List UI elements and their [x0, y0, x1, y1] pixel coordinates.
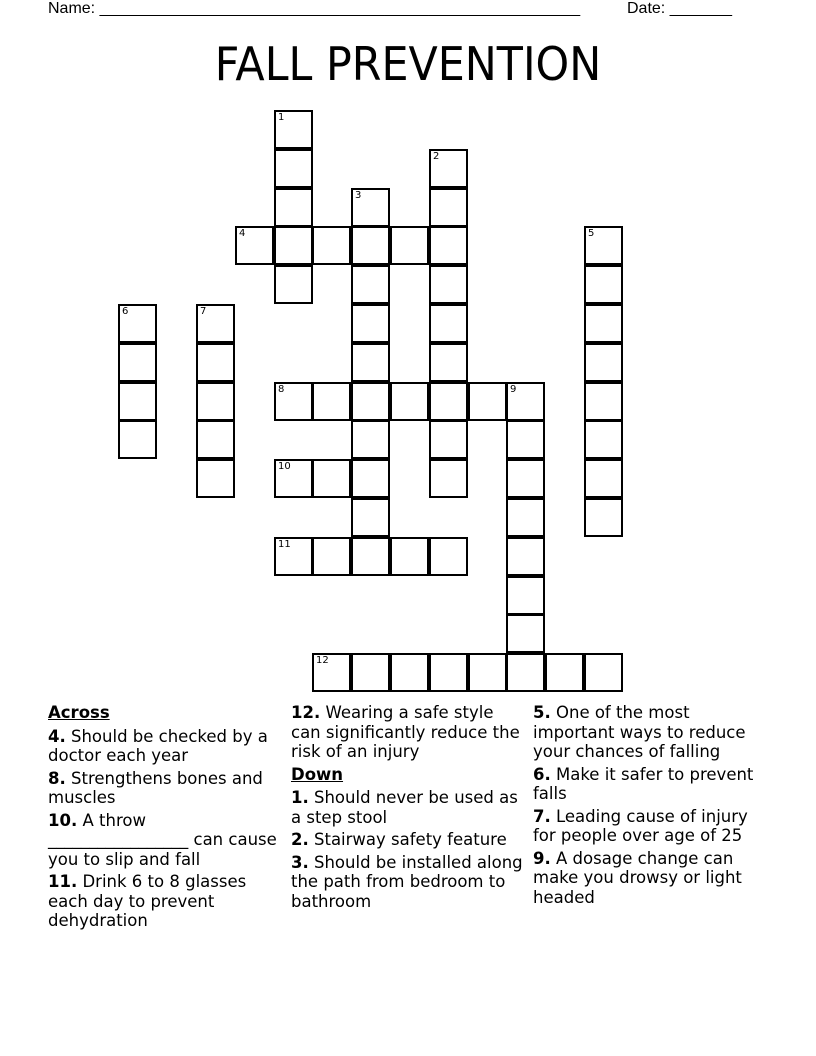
- crossword-cell[interactable]: [584, 343, 623, 382]
- clue-text: One of the most important ways to reduce your chances of falling: [533, 703, 746, 761]
- crossword-cell-11[interactable]: [274, 537, 313, 576]
- cell-number: 6: [122, 306, 129, 317]
- clue-across-12: [291, 703, 527, 762]
- crossword-cell[interactable]: [545, 653, 584, 692]
- crossword-cell[interactable]: [196, 459, 235, 498]
- crossword-cell-2[interactable]: [429, 149, 468, 188]
- cell-number: 9: [510, 384, 517, 395]
- crossword-cell[interactable]: [584, 382, 623, 421]
- crossword-cell[interactable]: [312, 537, 351, 576]
- clue-text: Drink 6 to 8 glasses each day to prevent dehydration: [48, 872, 247, 930]
- clue-number: 6.: [533, 764, 551, 784]
- crossword-cell[interactable]: [351, 537, 390, 576]
- cell-number: 8: [278, 384, 285, 395]
- clues-column-3: [533, 703, 769, 910]
- crossword-cell[interactable]: [351, 304, 390, 343]
- crossword-cell[interactable]: [390, 537, 429, 576]
- crossword-cell-3[interactable]: [351, 188, 390, 227]
- date-field-label: Date: _______: [627, 0, 732, 17]
- clue-number: 10.: [48, 810, 78, 830]
- clue-across-4: [48, 727, 284, 766]
- cell-number: 4: [239, 228, 246, 239]
- crossword-cell[interactable]: [429, 265, 468, 304]
- clue-number: 12.: [291, 703, 321, 722]
- crossword-cell[interactable]: [274, 188, 313, 227]
- crossword-cell[interactable]: [506, 420, 545, 459]
- crossword-cell[interactable]: [274, 149, 313, 188]
- crossword-cell[interactable]: [118, 382, 157, 421]
- clue-text: A dosage change can make you drowsy or light headed: [533, 848, 742, 907]
- crossword-cell[interactable]: [196, 343, 235, 382]
- cell-number: 11: [278, 539, 291, 550]
- cell-number: 5: [588, 228, 595, 239]
- clue-down-1: [291, 788, 527, 827]
- clue-number: 11.: [48, 872, 78, 891]
- crossword-cell[interactable]: [390, 382, 429, 421]
- clue-text: Wearing a safe style can significantly reduce the risk of an injury: [291, 703, 520, 761]
- crossword-cell[interactable]: [584, 420, 623, 459]
- crossword-cell[interactable]: [429, 537, 468, 576]
- clue-number: 4.: [48, 726, 66, 746]
- down-heading: Down: [291, 764, 344, 784]
- across-heading: Across: [48, 703, 110, 722]
- clue-number: 1.: [291, 788, 309, 807]
- crossword-cell[interactable]: [118, 420, 157, 459]
- clue-down-6: [533, 765, 769, 804]
- clue-across-11: [48, 872, 284, 931]
- crossword-cell-9[interactable]: [506, 382, 545, 421]
- crossword-cell[interactable]: [196, 382, 235, 421]
- crossword-cell-7[interactable]: [196, 304, 235, 343]
- cell-number: 10: [278, 461, 291, 472]
- crossword-cell[interactable]: [584, 459, 623, 498]
- crossword-cell[interactable]: [429, 653, 468, 692]
- crossword-cell[interactable]: [351, 653, 390, 692]
- crossword-cell[interactable]: [584, 304, 623, 343]
- clues-column-1: [48, 703, 284, 934]
- clue-text: Stairway safety feature: [308, 830, 507, 849]
- crossword-cell-8[interactable]: [274, 382, 313, 421]
- crossword-cell[interactable]: [351, 459, 390, 498]
- clue-number: 2.: [291, 830, 309, 849]
- crossword-cell-6[interactable]: [118, 304, 157, 343]
- crossword-cell[interactable]: [196, 420, 235, 459]
- crossword-cell[interactable]: [506, 459, 545, 498]
- crossword-cell-12[interactable]: [312, 653, 351, 692]
- crossword-cell[interactable]: [351, 265, 390, 304]
- crossword-cell-4[interactable]: [235, 226, 274, 265]
- crossword-cell[interactable]: [351, 382, 390, 421]
- crossword-cell[interactable]: [351, 420, 390, 459]
- crossword-cell[interactable]: [429, 459, 468, 498]
- clue-number: 3.: [291, 852, 309, 872]
- crossword-cell-10[interactable]: [274, 459, 313, 498]
- crossword-cell[interactable]: [468, 382, 507, 421]
- crossword-cell[interactable]: [351, 226, 390, 265]
- cell-number: 7: [200, 306, 207, 317]
- crossword-cell[interactable]: [429, 382, 468, 421]
- crossword-cell[interactable]: [429, 420, 468, 459]
- crossword-cell[interactable]: [274, 226, 313, 265]
- crossword-cell[interactable]: [312, 459, 351, 498]
- clue-across-10: [48, 811, 284, 870]
- clue-text: Leading cause of injury for people over age of 25: [533, 806, 748, 845]
- name-field-label: Name: ______________________________________________________: [48, 0, 581, 17]
- crossword-cell[interactable]: [274, 265, 313, 304]
- crossword-cell[interactable]: [584, 653, 623, 692]
- crossword-cell[interactable]: [584, 265, 623, 304]
- clue-text: Make it safer to prevent falls: [533, 764, 754, 803]
- crossword-cell[interactable]: [351, 498, 390, 537]
- crossword-cell[interactable]: [390, 653, 429, 692]
- crossword-cell[interactable]: [390, 226, 429, 265]
- clue-text: Should be checked by a doctor each year: [48, 726, 268, 765]
- clue-down-3: [291, 853, 527, 912]
- crossword-cell-1[interactable]: [274, 110, 313, 149]
- clue-down-5: [533, 703, 769, 762]
- crossword-cell[interactable]: [118, 343, 157, 382]
- crossword-cell[interactable]: [506, 498, 545, 537]
- clue-number: 7.: [533, 806, 551, 826]
- crossword-cell-5[interactable]: [584, 226, 623, 265]
- cell-number: 1: [278, 112, 285, 123]
- crossword-cell[interactable]: [429, 188, 468, 227]
- cell-number: 3: [355, 190, 362, 201]
- crossword-cell[interactable]: [429, 304, 468, 343]
- crossword-cell[interactable]: [506, 614, 545, 653]
- clue-text: Should be installed along the path from bedroom to bathroom: [291, 852, 523, 911]
- cell-number: 12: [316, 655, 329, 666]
- clues-column-2: [291, 703, 527, 914]
- cell-number: 2: [433, 151, 440, 162]
- crossword-cell[interactable]: [506, 653, 545, 692]
- clue-number: 5.: [533, 703, 551, 722]
- crossword-cell[interactable]: [584, 498, 623, 537]
- crossword-cell[interactable]: [429, 343, 468, 382]
- crossword-cell[interactable]: [429, 226, 468, 265]
- clue-down-2: [291, 830, 527, 850]
- crossword-cell[interactable]: [506, 537, 545, 576]
- clue-text: Should never be used as a step stool: [291, 788, 518, 827]
- crossword-cell[interactable]: [312, 382, 351, 421]
- crossword-cell[interactable]: [506, 576, 545, 615]
- crossword-cell[interactable]: [351, 343, 390, 382]
- clue-number: 9.: [533, 848, 551, 868]
- crossword-cell[interactable]: [312, 226, 351, 265]
- clue-text: Strengthens bones and muscles: [48, 768, 263, 807]
- page-title: FALL PREVENTION: [214, 37, 602, 91]
- clue-text: A throw _________________ can cause you to slip and fall: [48, 810, 277, 869]
- clue-down-7: [533, 807, 769, 846]
- crossword-cell[interactable]: [468, 653, 507, 692]
- clue-down-9: [533, 849, 769, 908]
- clue-number: 8.: [48, 768, 66, 788]
- clue-across-8: [48, 769, 284, 808]
